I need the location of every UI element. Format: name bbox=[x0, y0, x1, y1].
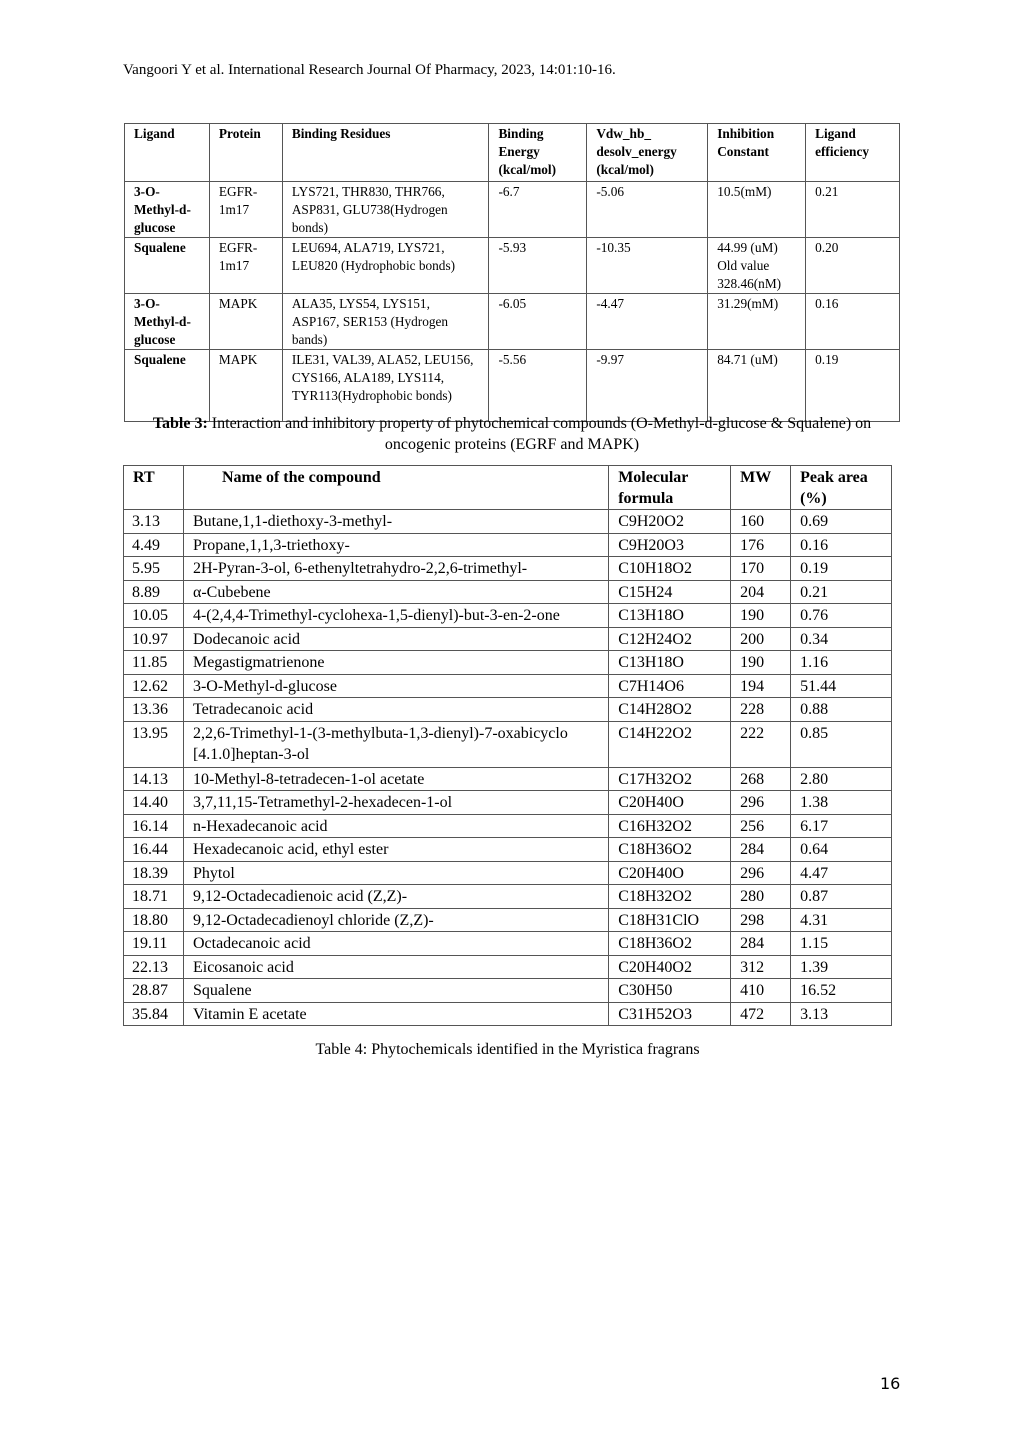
mw-cell: 296 bbox=[731, 861, 791, 885]
table-row bbox=[124, 767, 892, 791]
column-header: Vdw_hb_ desolv_energy (kcal/mol) bbox=[587, 124, 708, 182]
table-row bbox=[125, 238, 900, 294]
formula-cell: C9H20O3 bbox=[609, 533, 731, 557]
energy-cell: -5.56 bbox=[489, 350, 587, 422]
table-body bbox=[124, 510, 892, 1026]
formula-cell: C14H22O2 bbox=[609, 721, 731, 767]
table-row bbox=[124, 791, 892, 815]
table-row bbox=[124, 533, 892, 557]
peak-area-cell: 0.34 bbox=[791, 627, 892, 651]
compound-name-cell: 4-(2,4,4-Trimethyl-cyclohexa-1,5-dienyl)-but-3-en-2-one bbox=[183, 604, 608, 628]
compound-name-cell: Megastigmatrienone bbox=[183, 651, 608, 675]
compound-name-cell: 3-O-Methyl-d-glucose bbox=[183, 674, 608, 698]
vdw-cell: -9.97 bbox=[587, 350, 708, 422]
rt-cell: 16.14 bbox=[124, 814, 184, 838]
compound-name-cell: 2H-Pyran-3-ol, 6-ethenyltetrahydro-2,2,6-trimethyl- bbox=[183, 557, 608, 581]
table-header-row bbox=[125, 124, 900, 182]
compound-name-cell: Hexadecanoic acid, ethyl ester bbox=[183, 838, 608, 862]
peak-area-cell: 51.44 bbox=[791, 674, 892, 698]
column-header: Protein bbox=[209, 124, 282, 182]
mw-cell: 284 bbox=[731, 838, 791, 862]
formula-cell: C16H32O2 bbox=[609, 814, 731, 838]
table-row bbox=[124, 838, 892, 862]
table-row bbox=[124, 510, 892, 534]
formula-cell: C7H14O6 bbox=[609, 674, 731, 698]
vdw-cell: -5.06 bbox=[587, 182, 708, 238]
efficiency-cell: 0.16 bbox=[806, 294, 900, 350]
mw-cell: 194 bbox=[731, 674, 791, 698]
formula-cell: C31H52O3 bbox=[609, 1002, 731, 1026]
formula-cell: C20H40O2 bbox=[609, 955, 731, 979]
peak-area-cell: 4.47 bbox=[791, 861, 892, 885]
mw-cell: 268 bbox=[731, 767, 791, 791]
table-row bbox=[124, 627, 892, 651]
table-row bbox=[124, 604, 892, 628]
column-header: Molecular formula bbox=[609, 466, 731, 510]
mw-cell: 190 bbox=[731, 651, 791, 675]
protein-cell: EGFR-1m17 bbox=[209, 182, 282, 238]
residues-cell: ALA35, LYS54, LYS151, ASP167, SER153 (Hydrogen bands) bbox=[282, 294, 489, 350]
energy-cell: -5.93 bbox=[489, 238, 587, 294]
energy-cell: -6.05 bbox=[489, 294, 587, 350]
efficiency-cell: 0.19 bbox=[806, 350, 900, 422]
table-row bbox=[124, 557, 892, 581]
peak-area-cell: 0.88 bbox=[791, 698, 892, 722]
column-header: Inhibition Constant bbox=[708, 124, 806, 182]
mw-cell: 410 bbox=[731, 979, 791, 1003]
formula-cell: C13H18O bbox=[609, 651, 731, 675]
rt-cell: 18.71 bbox=[124, 885, 184, 909]
rt-cell: 10.97 bbox=[124, 627, 184, 651]
mw-cell: 200 bbox=[731, 627, 791, 651]
table-4-caption: Table 4: Phytochemicals identified in the Myristica fragrans bbox=[315, 1041, 700, 1058]
peak-area-cell: 0.76 bbox=[791, 604, 892, 628]
compound-name-cell: 9,12-Octadecadienoic acid (Z,Z)- bbox=[183, 885, 608, 909]
rt-cell: 14.40 bbox=[124, 791, 184, 815]
table-row bbox=[124, 932, 892, 956]
table-row bbox=[124, 861, 892, 885]
compound-name-cell: Phytol bbox=[183, 861, 608, 885]
compound-name-cell: Squalene bbox=[183, 979, 608, 1003]
column-header: RT bbox=[124, 466, 184, 510]
mw-cell: 312 bbox=[731, 955, 791, 979]
rt-cell: 19.11 bbox=[124, 932, 184, 956]
peak-area-cell: 0.64 bbox=[791, 838, 892, 862]
column-header: Name of the compound bbox=[183, 466, 608, 510]
page-number: 16 bbox=[880, 1374, 901, 1393]
mw-cell: 256 bbox=[731, 814, 791, 838]
phytochemicals-table bbox=[123, 465, 892, 1026]
mw-cell: 228 bbox=[731, 698, 791, 722]
table-row bbox=[124, 908, 892, 932]
compound-name-cell: Propane,1,1,3-triethoxy- bbox=[183, 533, 608, 557]
table-3-caption-text: Interaction and inhibitory property of phytochemical compounds (O-Methyl-d-glucose & Squalene) on oncogenic proteins (EGRF and MAPK) bbox=[207, 415, 872, 453]
inhibition-cell: 44.99 (uM) Old value 328.46(nM) bbox=[708, 238, 806, 294]
table-row bbox=[125, 182, 900, 238]
peak-area-cell: 0.16 bbox=[791, 533, 892, 557]
peak-area-cell: 0.19 bbox=[791, 557, 892, 581]
running-header: Vangoori Y et al. International Research Journal Of Pharmacy, 2023, 14:01:10-16. bbox=[123, 62, 616, 78]
mw-cell: 190 bbox=[731, 604, 791, 628]
compound-name-cell: Dodecanoic acid bbox=[183, 627, 608, 651]
table-row bbox=[124, 1002, 892, 1026]
table-row bbox=[124, 698, 892, 722]
table-row bbox=[124, 674, 892, 698]
rt-cell: 13.95 bbox=[124, 721, 184, 767]
formula-cell: C10H18O2 bbox=[609, 557, 731, 581]
peak-area-cell: 1.39 bbox=[791, 955, 892, 979]
formula-cell: C12H24O2 bbox=[609, 627, 731, 651]
rt-cell: 14.13 bbox=[124, 767, 184, 791]
formula-cell: C13H18O bbox=[609, 604, 731, 628]
rt-cell: 10.05 bbox=[124, 604, 184, 628]
residues-cell: LYS721, THR830, THR766, ASP831, GLU738(Hydrogen bonds) bbox=[282, 182, 489, 238]
compound-name-cell: Octadecanoic acid bbox=[183, 932, 608, 956]
formula-cell: C18H31ClO bbox=[609, 908, 731, 932]
rt-cell: 18.80 bbox=[124, 908, 184, 932]
peak-area-cell: 3.13 bbox=[791, 1002, 892, 1026]
energy-cell: -6.7 bbox=[489, 182, 587, 238]
formula-cell: C20H40O bbox=[609, 791, 731, 815]
formula-cell: C18H36O2 bbox=[609, 838, 731, 862]
rt-cell: 22.13 bbox=[124, 955, 184, 979]
residues-cell: ILE31, VAL39, ALA52, LEU156, CYS166, ALA189, LYS114, TYR113(Hydrophobic bonds) bbox=[282, 350, 489, 422]
formula-cell: C18H32O2 bbox=[609, 885, 731, 909]
formula-cell: C30H50 bbox=[609, 979, 731, 1003]
formula-cell: C9H20O2 bbox=[609, 510, 731, 534]
table-row bbox=[124, 955, 892, 979]
table-row bbox=[124, 721, 892, 767]
peak-area-cell: 1.16 bbox=[791, 651, 892, 675]
rt-cell: 13.36 bbox=[124, 698, 184, 722]
table-3-caption-label: Table 3: bbox=[152, 415, 208, 432]
peak-area-cell: 0.85 bbox=[791, 721, 892, 767]
efficiency-cell: 0.20 bbox=[806, 238, 900, 294]
table-3-caption bbox=[124, 413, 900, 455]
mw-cell: 472 bbox=[731, 1002, 791, 1026]
table-row bbox=[124, 814, 892, 838]
column-header: Ligand bbox=[125, 124, 210, 182]
protein-cell: MAPK bbox=[209, 294, 282, 350]
table-row bbox=[124, 979, 892, 1003]
inhibition-cell: 10.5(mM) bbox=[708, 182, 806, 238]
docking-results-table bbox=[124, 123, 900, 422]
rt-cell: 3.13 bbox=[124, 510, 184, 534]
mw-cell: 204 bbox=[731, 580, 791, 604]
rt-cell: 8.89 bbox=[124, 580, 184, 604]
table-row bbox=[125, 350, 900, 422]
rt-cell: 18.39 bbox=[124, 861, 184, 885]
rt-cell: 11.85 bbox=[124, 651, 184, 675]
peak-area-cell: 0.21 bbox=[791, 580, 892, 604]
rt-cell: 35.84 bbox=[124, 1002, 184, 1026]
peak-area-cell: 6.17 bbox=[791, 814, 892, 838]
table-row bbox=[124, 580, 892, 604]
compound-name-cell: Tetradecanoic acid bbox=[183, 698, 608, 722]
vdw-cell: -4.47 bbox=[587, 294, 708, 350]
ligand-cell: Squalene bbox=[125, 350, 210, 422]
column-header: Ligand efficiency bbox=[806, 124, 900, 182]
table-header-row bbox=[124, 466, 892, 510]
rt-cell: 28.87 bbox=[124, 979, 184, 1003]
formula-cell: C17H32O2 bbox=[609, 767, 731, 791]
formula-cell: C14H28O2 bbox=[609, 698, 731, 722]
compound-name-cell: n-Hexadecanoic acid bbox=[183, 814, 608, 838]
compound-name-cell: Vitamin E acetate bbox=[183, 1002, 608, 1026]
table-row bbox=[124, 651, 892, 675]
protein-cell: EGFR-1m17 bbox=[209, 238, 282, 294]
compound-name-cell: Eicosanoic acid bbox=[183, 955, 608, 979]
mw-cell: 160 bbox=[731, 510, 791, 534]
mw-cell: 222 bbox=[731, 721, 791, 767]
compound-name-cell: 10-Methyl-8-tetradecen-1-ol acetate bbox=[183, 767, 608, 791]
rt-cell: 4.49 bbox=[124, 533, 184, 557]
efficiency-cell: 0.21 bbox=[806, 182, 900, 238]
mw-cell: 170 bbox=[731, 557, 791, 581]
peak-area-cell: 1.15 bbox=[791, 932, 892, 956]
peak-area-cell: 16.52 bbox=[791, 979, 892, 1003]
protein-cell: MAPK bbox=[209, 350, 282, 422]
rt-cell: 5.95 bbox=[124, 557, 184, 581]
mw-cell: 176 bbox=[731, 533, 791, 557]
peak-area-cell: 4.31 bbox=[791, 908, 892, 932]
compound-name-cell: 2,2,6-Trimethyl-1-(3-methylbuta-1,3-dienyl)-7-oxabicyclo [4.1.0]heptan-3-ol bbox=[183, 721, 608, 767]
compound-name-cell: Butane,1,1-diethoxy-3-methyl- bbox=[183, 510, 608, 534]
compound-name-cell: 9,12-Octadecadienoyl chloride (Z,Z)- bbox=[183, 908, 608, 932]
rt-cell: 16.44 bbox=[124, 838, 184, 862]
mw-cell: 284 bbox=[731, 932, 791, 956]
ligand-cell: 3-O-Methyl-d-glucose bbox=[125, 294, 210, 350]
column-header: Binding Energy (kcal/mol) bbox=[489, 124, 587, 182]
peak-area-cell: 0.87 bbox=[791, 885, 892, 909]
compound-name-cell: α-Cubebene bbox=[183, 580, 608, 604]
inhibition-cell: 84.71 (uM) bbox=[708, 350, 806, 422]
compound-name-cell: 3,7,11,15-Tetramethyl-2-hexadecen-1-ol bbox=[183, 791, 608, 815]
mw-cell: 280 bbox=[731, 885, 791, 909]
peak-area-cell: 2.80 bbox=[791, 767, 892, 791]
column-header: Binding Residues bbox=[282, 124, 489, 182]
peak-area-cell: 0.69 bbox=[791, 510, 892, 534]
ligand-cell: 3-O-Methyl-d-glucose bbox=[125, 182, 210, 238]
rt-cell: 12.62 bbox=[124, 674, 184, 698]
table-row bbox=[124, 885, 892, 909]
table-row bbox=[125, 294, 900, 350]
column-header: Peak area (%) bbox=[791, 466, 892, 510]
vdw-cell: -10.35 bbox=[587, 238, 708, 294]
residues-cell: LEU694, ALA719, LYS721, LEU820 (Hydrophobic bonds) bbox=[282, 238, 489, 294]
mw-cell: 296 bbox=[731, 791, 791, 815]
mw-cell: 298 bbox=[731, 908, 791, 932]
formula-cell: C15H24 bbox=[609, 580, 731, 604]
peak-area-cell: 1.38 bbox=[791, 791, 892, 815]
inhibition-cell: 31.29(mM) bbox=[708, 294, 806, 350]
formula-cell: C20H40O bbox=[609, 861, 731, 885]
column-header: MW bbox=[731, 466, 791, 510]
ligand-cell: Squalene bbox=[125, 238, 210, 294]
formula-cell: C18H36O2 bbox=[609, 932, 731, 956]
